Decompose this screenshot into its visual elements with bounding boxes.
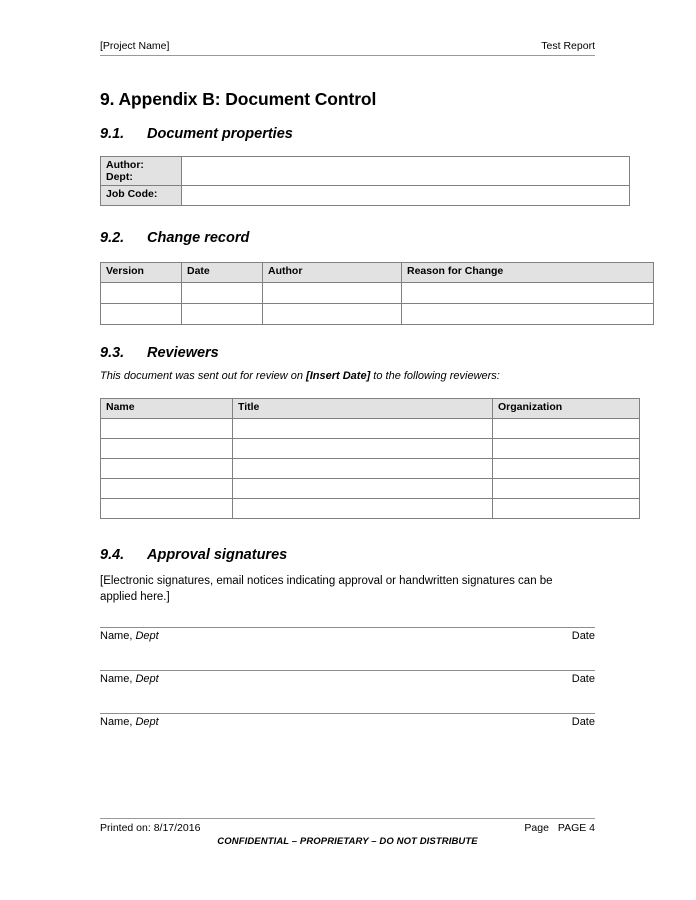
table-row — [101, 479, 640, 499]
cell-date[interactable] — [182, 304, 263, 325]
document-body — [100, 88, 605, 728]
cell-date[interactable] — [182, 283, 263, 304]
cell-name[interactable] — [101, 499, 233, 519]
signature-name-label — [100, 673, 159, 685]
table-row — [101, 459, 640, 479]
page-title: 9. Appendix B: Document Control — [100, 89, 377, 109]
signature-name-text: Name, — [100, 716, 136, 728]
heading-text: Reviewers — [147, 345, 219, 361]
page-footer — [100, 818, 595, 847]
table-row — [101, 283, 654, 304]
table-row — [101, 186, 630, 206]
cell-reason[interactable] — [402, 304, 654, 325]
footer-page-value: PAGE 4 — [557, 822, 595, 834]
signature-name-text: Name, — [100, 630, 136, 642]
reviewers-note-insert-date: [Insert Date] — [306, 370, 371, 382]
reviewers-note-before: This document was sent out for review on — [100, 370, 307, 382]
cell-title[interactable] — [233, 459, 493, 479]
cell-organization[interactable] — [493, 479, 640, 499]
cell-organization[interactable] — [493, 459, 640, 479]
page-header — [100, 40, 595, 56]
footer-page-number — [524, 822, 595, 834]
column-header-organization: Organization — [493, 399, 640, 419]
signature-block — [100, 670, 595, 685]
author-dept-value-cell[interactable] — [182, 157, 630, 186]
author-label: Author: — [106, 159, 144, 171]
job-code-label-cell: Job Code: — [101, 186, 182, 206]
cell-name[interactable] — [101, 459, 233, 479]
change-record-table — [100, 262, 654, 325]
cell-organization[interactable] — [493, 419, 640, 439]
signature-name-text: Name, — [100, 673, 136, 685]
cell-author[interactable] — [263, 304, 402, 325]
table-row — [101, 439, 640, 459]
reviewers-table — [100, 398, 640, 519]
cell-title[interactable] — [233, 419, 493, 439]
author-dept-label-cell — [101, 157, 182, 186]
signature-name-label — [100, 716, 159, 728]
table-row — [101, 499, 640, 519]
column-header-author: Author — [263, 263, 402, 283]
heading-document-properties — [100, 124, 605, 144]
heading-reviewers — [100, 343, 605, 363]
cell-organization[interactable] — [493, 439, 640, 459]
signature-date-label: Date — [571, 673, 595, 685]
reviewers-note — [100, 369, 605, 384]
column-header-title: Title — [233, 399, 493, 419]
footer-page-label: Page — [524, 822, 549, 834]
column-header-reason-for-change: Reason for Change — [402, 263, 654, 283]
job-code-value-cell[interactable] — [182, 186, 630, 206]
footer-printed-on: Printed on: 8/17/2016 — [100, 822, 201, 834]
cell-organization[interactable] — [493, 499, 640, 519]
column-header-version: Version — [101, 263, 182, 283]
table-row — [101, 304, 654, 325]
cell-name[interactable] — [101, 479, 233, 499]
column-header-date: Date — [182, 263, 263, 283]
header-project-name: [Project Name] — [100, 40, 170, 52]
cell-reason[interactable] — [402, 283, 654, 304]
cell-name[interactable] — [101, 439, 233, 459]
cell-title[interactable] — [233, 499, 493, 519]
dept-label: Dept: — [106, 171, 133, 183]
cell-version[interactable] — [101, 283, 182, 304]
heading-text: Change record — [147, 230, 250, 246]
heading-text: Approval signatures — [147, 547, 288, 563]
document-properties-table — [100, 156, 630, 206]
reviewers-note-after: to the following reviewers: — [370, 370, 500, 382]
signature-dept-text: Dept — [135, 673, 159, 685]
footer-confidentiality-notice: CONFIDENTIAL – PROPRIETARY – DO NOT DISTRIBUTE — [217, 836, 478, 847]
heading-number: 9.1. — [100, 126, 125, 142]
cell-name[interactable] — [101, 419, 233, 439]
footer-top-row — [100, 822, 595, 834]
column-header-name: Name — [101, 399, 233, 419]
heading-number: 9.3. — [100, 345, 125, 361]
heading-number: 9.2. — [100, 230, 125, 246]
heading-approval-signatures — [100, 545, 605, 565]
table-row — [101, 419, 640, 439]
signature-dept-text: Dept — [135, 630, 159, 642]
signature-block — [100, 713, 595, 728]
signature-name-label — [100, 630, 159, 642]
approval-instructions: [Electronic signatures, email notices indicating approval or handwritten signatures can be applied here.] — [100, 575, 553, 603]
signature-date-label: Date — [571, 716, 595, 728]
signature-block — [100, 627, 595, 642]
signature-dept-text: Dept — [135, 716, 159, 728]
signature-date-label: Date — [571, 630, 595, 642]
cell-version[interactable] — [101, 304, 182, 325]
heading-text: Document properties — [147, 126, 293, 142]
cell-title[interactable] — [233, 479, 493, 499]
table-header-row — [101, 263, 654, 283]
heading-number: 9.4. — [100, 547, 125, 563]
header-document-type: Test Report — [541, 40, 595, 52]
table-row — [101, 157, 630, 186]
cell-author[interactable] — [263, 283, 402, 304]
heading-change-record — [100, 228, 605, 248]
table-header-row — [101, 399, 640, 419]
cell-title[interactable] — [233, 439, 493, 459]
